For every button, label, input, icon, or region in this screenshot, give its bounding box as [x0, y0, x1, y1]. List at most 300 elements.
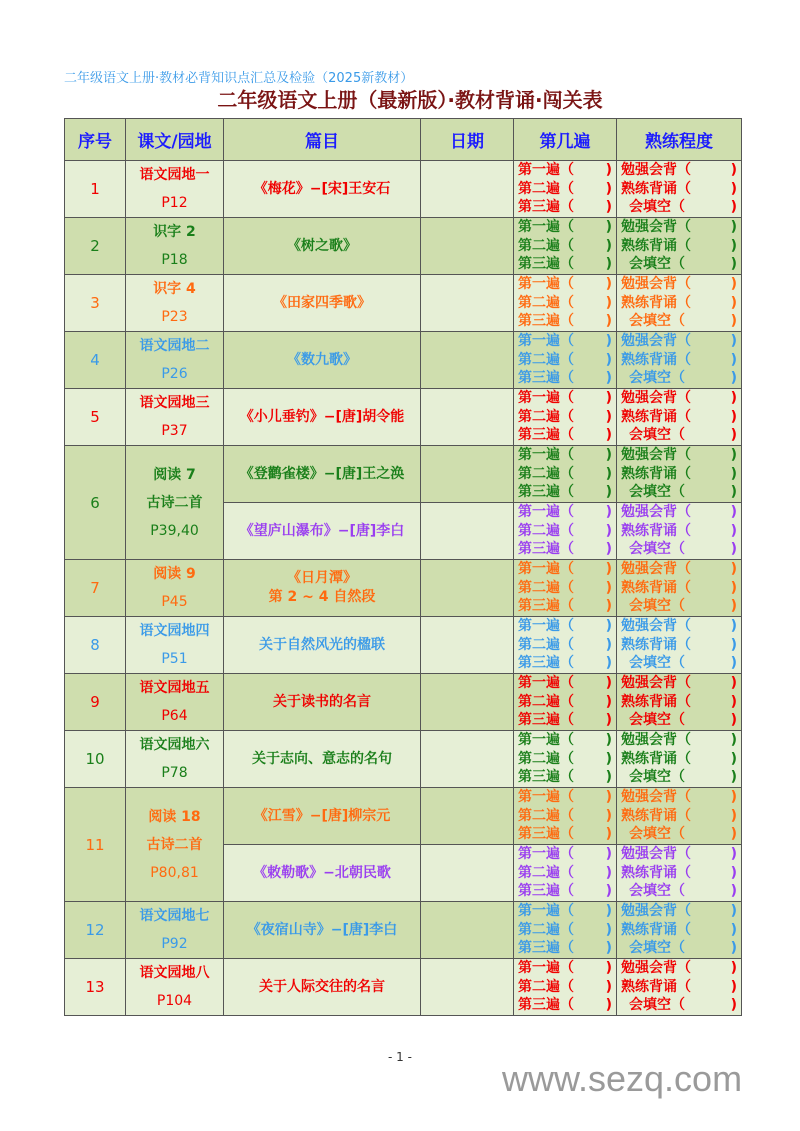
pass-check-label: 第二遍（ [518, 921, 574, 938]
close-paren: ) [730, 484, 737, 501]
level-check [621, 959, 737, 978]
pass-check [518, 750, 612, 769]
pass-check [518, 731, 612, 750]
close-paren: ) [730, 294, 737, 311]
level-check [621, 255, 737, 274]
level-check [621, 788, 737, 807]
lesson-line: P18 [161, 252, 188, 268]
close-paren: ) [605, 219, 612, 236]
level-check [621, 161, 737, 180]
lesson-cell [126, 218, 224, 275]
level-check [621, 483, 737, 502]
level-check-label: 会填空（ [629, 598, 685, 615]
close-paren: ) [605, 940, 612, 957]
pass-check-label: 第二遍（ [518, 636, 574, 653]
close-paren: ) [605, 447, 612, 464]
level-check [621, 446, 737, 465]
pass-check [518, 674, 612, 693]
piece-title-cell [224, 674, 421, 731]
pass-check-cell[interactable] [514, 560, 617, 617]
level-check [621, 198, 737, 217]
level-check-cell[interactable] [617, 788, 742, 845]
pass-check [518, 902, 612, 921]
level-check-label: 熟练背诵（ [621, 750, 691, 767]
pass-check-label: 第二遍（ [518, 237, 574, 254]
pass-check-label: 第三遍（ [518, 769, 574, 786]
pass-check-label: 第三遍（ [518, 484, 574, 501]
level-check-label: 会填空（ [629, 484, 685, 501]
header-date: 日期 [421, 119, 514, 161]
lesson-line: 古诗二首 [146, 494, 203, 511]
lesson-cell [126, 332, 224, 389]
header-pass: 第几遍 [514, 119, 617, 161]
pass-check-label: 第二遍（ [518, 807, 574, 824]
level-check-label: 勉强会背（ [621, 732, 691, 749]
row-number: 7 [65, 560, 126, 617]
pass-check [518, 978, 612, 997]
lesson-line: P78 [161, 765, 188, 781]
level-check-cell[interactable] [617, 446, 742, 503]
level-check-label: 勉强会背（ [621, 333, 691, 350]
close-paren: ) [605, 370, 612, 387]
level-check-label: 勉强会背（ [621, 390, 691, 407]
pass-check-label: 第二遍（ [518, 522, 574, 539]
close-paren: ) [605, 903, 612, 920]
piece-title: 《树之歌》 [287, 237, 357, 254]
pass-check-cell[interactable] [514, 731, 617, 788]
pass-check-label: 第二遍（ [518, 750, 574, 767]
level-check [621, 617, 737, 636]
close-paren: ) [605, 693, 612, 710]
close-paren: ) [605, 636, 612, 653]
table-row [65, 617, 742, 674]
date-cell[interactable] [421, 560, 514, 617]
level-check-label: 熟练背诵（ [621, 579, 691, 596]
level-check-label: 会填空（ [629, 712, 685, 729]
recitation-table [64, 118, 742, 1016]
piece-title-cell [224, 902, 421, 959]
piece-title: 《梅花》−[宋]王安石 [253, 180, 391, 197]
close-paren: ) [605, 294, 612, 311]
level-check-cell[interactable] [617, 674, 742, 731]
lesson-line: P37 [161, 423, 188, 439]
close-paren: ) [730, 960, 737, 977]
row-number: 1 [65, 161, 126, 218]
close-paren: ) [605, 504, 612, 521]
pass-check [518, 522, 612, 541]
close-paren: ) [730, 351, 737, 368]
lesson-cell [126, 446, 224, 560]
level-check [621, 845, 737, 864]
pass-check-label: 第二遍（ [518, 180, 574, 197]
pass-check [518, 921, 612, 940]
close-paren: ) [730, 769, 737, 786]
pass-check [518, 351, 612, 370]
level-check [621, 503, 737, 522]
close-paren: ) [730, 256, 737, 273]
close-paren: ) [605, 351, 612, 368]
close-paren: ) [605, 541, 612, 558]
level-check-label: 勉强会背（ [621, 219, 691, 236]
header-no: 序号 [65, 119, 126, 161]
level-check-label: 会填空（ [629, 769, 685, 786]
level-check [621, 312, 737, 331]
piece-title: 关于志向、意志的名句 [252, 750, 392, 767]
level-check [621, 275, 737, 294]
lesson-cell [126, 902, 224, 959]
close-paren: ) [730, 997, 737, 1014]
date-cell[interactable] [421, 959, 514, 1016]
level-check-label: 熟练背诵（ [621, 636, 691, 653]
pass-check-cell[interactable] [514, 902, 617, 959]
close-paren: ) [730, 447, 737, 464]
level-check [621, 768, 737, 787]
pass-check [518, 408, 612, 427]
level-check-cell[interactable] [617, 617, 742, 674]
pass-check [518, 788, 612, 807]
piece-title: 《江雪》−[唐]柳宗元 [253, 807, 391, 824]
pass-check-label: 第三遍（ [518, 541, 574, 558]
level-check-label: 熟练背诵（ [621, 465, 691, 482]
level-check [621, 579, 737, 598]
level-check-cell[interactable] [617, 275, 742, 332]
level-check-label: 熟练背诵（ [621, 864, 691, 881]
watermark: www.sezq.com [502, 1058, 743, 1099]
date-cell[interactable] [421, 389, 514, 446]
close-paren: ) [605, 789, 612, 806]
pass-check-label: 第一遍（ [518, 390, 574, 407]
pass-check-label: 第一遍（ [518, 675, 574, 692]
close-paren: ) [605, 655, 612, 672]
level-check [621, 180, 737, 199]
close-paren: ) [730, 199, 737, 216]
lesson-cell [126, 389, 224, 446]
row-number: 10 [65, 731, 126, 788]
row-number: 8 [65, 617, 126, 674]
pass-check-cell[interactable] [514, 674, 617, 731]
pass-check [518, 996, 612, 1015]
pass-check-label: 第一遍（ [518, 960, 574, 977]
level-check [621, 902, 737, 921]
date-cell[interactable] [421, 161, 514, 218]
lesson-line: P45 [161, 594, 188, 610]
close-paren: ) [730, 333, 737, 350]
pass-check-label: 第二遍（ [518, 693, 574, 710]
lesson-line: P104 [156, 993, 193, 1009]
pass-check-label: 第三遍（ [518, 883, 574, 900]
level-check-cell[interactable] [617, 731, 742, 788]
lesson-line: 识字 2 [153, 224, 196, 240]
level-check-label: 勉强会背（ [621, 162, 691, 179]
level-check-label: 会填空（ [629, 199, 685, 216]
close-paren: ) [730, 618, 737, 635]
close-paren: ) [730, 655, 737, 672]
close-paren: ) [605, 750, 612, 767]
level-check-cell[interactable] [617, 959, 742, 1016]
page-title: 二年级语文上册（最新版）·教材背诵·闯关表 [217, 88, 603, 112]
level-check-label: 熟练背诵（ [621, 921, 691, 938]
lesson-line: P80,81 [150, 864, 199, 881]
level-check-label: 勉强会背（ [621, 504, 691, 521]
level-check-label: 熟练背诵（ [621, 408, 691, 425]
level-check-label: 熟练背诵（ [621, 351, 691, 368]
piece-title: 《日月潭》 [287, 570, 357, 586]
level-check [621, 332, 737, 351]
close-paren: ) [730, 522, 737, 539]
level-check [621, 825, 737, 844]
level-check-cell[interactable] [617, 161, 742, 218]
pass-check [518, 218, 612, 237]
row-number: 11 [65, 788, 126, 902]
level-check-cell[interactable] [617, 332, 742, 389]
pass-check [518, 255, 612, 274]
level-check [621, 978, 737, 997]
row-number: 6 [65, 446, 126, 560]
pass-check [518, 426, 612, 445]
close-paren: ) [730, 162, 737, 179]
close-paren: ) [605, 732, 612, 749]
pass-check-label: 第三遍（ [518, 256, 574, 273]
pass-check-label: 第二遍（ [518, 408, 574, 425]
pass-check-cell[interactable] [514, 617, 617, 674]
pass-check-cell[interactable] [514, 275, 617, 332]
level-check [621, 693, 737, 712]
lesson-line: 语文园地八 [139, 965, 210, 981]
table-row [65, 959, 742, 1016]
level-check [621, 636, 737, 655]
level-check-label: 勉强会背（ [621, 903, 691, 920]
pass-check [518, 332, 612, 351]
close-paren: ) [605, 561, 612, 578]
pass-check-cell[interactable] [514, 446, 617, 503]
level-check-label: 会填空（ [629, 655, 685, 672]
pass-check-label: 第一遍（ [518, 447, 574, 464]
level-check [621, 389, 737, 408]
pass-check [518, 939, 612, 958]
level-check-cell[interactable] [617, 902, 742, 959]
close-paren: ) [730, 940, 737, 957]
close-paren: ) [605, 618, 612, 635]
piece-title: 《夜宿山寺》−[唐]李白 [246, 921, 398, 938]
pass-check [518, 654, 612, 673]
close-paren: ) [605, 313, 612, 330]
close-paren: ) [605, 960, 612, 977]
close-paren: ) [605, 883, 612, 900]
pass-check-label: 第一遍（ [518, 846, 574, 863]
level-check [621, 369, 737, 388]
close-paren: ) [605, 712, 612, 729]
piece-title-cell [224, 275, 421, 332]
level-check-label: 熟练背诵（ [621, 807, 691, 824]
date-cell[interactable] [421, 902, 514, 959]
level-check-label: 会填空（ [629, 826, 685, 843]
lesson-cell [126, 617, 224, 674]
table-header [65, 119, 742, 161]
pass-check-cell[interactable] [514, 389, 617, 446]
close-paren: ) [605, 333, 612, 350]
date-cell[interactable] [421, 218, 514, 275]
close-paren: ) [605, 579, 612, 596]
lesson-line: P64 [161, 708, 188, 724]
close-paren: ) [730, 807, 737, 824]
pass-check-label: 第三遍（ [518, 655, 574, 672]
date-cell[interactable] [421, 332, 514, 389]
level-check-label: 会填空（ [629, 256, 685, 273]
piece-title-cell [224, 332, 421, 389]
piece-title-cell [224, 560, 421, 617]
pass-check [518, 503, 612, 522]
pass-check-cell[interactable] [514, 161, 617, 218]
pass-check-label: 第一遍（ [518, 504, 574, 521]
pass-check-label: 第三遍（ [518, 313, 574, 330]
pass-check-label: 第一遍（ [518, 732, 574, 749]
piece-title-cell [224, 161, 421, 218]
pass-check-label: 第一遍（ [518, 561, 574, 578]
lesson-cell [126, 275, 224, 332]
level-check-label: 熟练背诵（ [621, 522, 691, 539]
date-cell[interactable] [421, 446, 514, 503]
level-check-cell[interactable] [617, 560, 742, 617]
level-check-cell[interactable] [617, 218, 742, 275]
level-check [621, 408, 737, 427]
level-check [621, 540, 737, 559]
pass-check [518, 483, 612, 502]
pass-check [518, 180, 612, 199]
level-check-label: 勉强会背（ [621, 276, 691, 293]
level-check-label: 会填空（ [629, 940, 685, 957]
level-check-label: 勉强会背（ [621, 675, 691, 692]
pass-check [518, 864, 612, 883]
pass-check [518, 711, 612, 730]
level-check [621, 237, 737, 256]
date-cell[interactable] [421, 731, 514, 788]
piece-title: 《小儿垂钓》−[唐]胡令能 [239, 408, 405, 425]
date-cell[interactable] [421, 788, 514, 845]
pass-check-label: 第一遍（ [518, 276, 574, 293]
lesson-line: P51 [161, 651, 188, 667]
close-paren: ) [730, 427, 737, 444]
table-row [65, 731, 742, 788]
level-check [621, 864, 737, 883]
pass-check-cell[interactable] [514, 218, 617, 275]
close-paren: ) [730, 636, 737, 653]
level-check-label: 勉强会背（ [621, 447, 691, 464]
lesson-line: 阅读 7 [153, 466, 196, 483]
pass-check-label: 第一遍（ [518, 618, 574, 635]
pass-check-label: 第二遍（ [518, 294, 574, 311]
row-number: 4 [65, 332, 126, 389]
lesson-cell [126, 161, 224, 218]
date-cell[interactable] [421, 845, 514, 902]
pass-check [518, 636, 612, 655]
level-check [621, 807, 737, 826]
close-paren: ) [730, 693, 737, 710]
pass-check [518, 597, 612, 616]
header-lesson: 课文/园地 [126, 119, 224, 161]
row-number: 12 [65, 902, 126, 959]
level-check-label: 会填空（ [629, 427, 685, 444]
pass-check [518, 768, 612, 787]
pass-check [518, 959, 612, 978]
close-paren: ) [730, 712, 737, 729]
header-level: 熟练程度 [617, 119, 742, 161]
piece-title: 《敕勒歌》−北朝民歌 [253, 864, 391, 881]
level-check-cell[interactable] [617, 503, 742, 560]
level-check [621, 939, 737, 958]
piece-title-cell [224, 845, 421, 902]
close-paren: ) [605, 484, 612, 501]
close-paren: ) [730, 180, 737, 197]
piece-title: 关于自然风光的楹联 [259, 636, 385, 653]
date-cell[interactable] [421, 617, 514, 674]
pass-check-cell[interactable] [514, 959, 617, 1016]
pass-check-label: 第一遍（ [518, 333, 574, 350]
pass-check [518, 693, 612, 712]
pass-check-cell[interactable] [514, 332, 617, 389]
level-check-label: 会填空（ [629, 997, 685, 1014]
lesson-line: 阅读 18 [148, 808, 201, 825]
pass-check-cell[interactable] [514, 503, 617, 560]
lesson-cell [126, 560, 224, 617]
close-paren: ) [730, 883, 737, 900]
level-check [621, 882, 737, 901]
level-check-label: 熟练背诵（ [621, 294, 691, 311]
level-check-cell[interactable] [617, 845, 742, 902]
table-row [65, 446, 742, 503]
pass-check [518, 617, 612, 636]
close-paren: ) [730, 750, 737, 767]
level-check [621, 560, 737, 579]
piece-title-cell [224, 788, 421, 845]
level-check-label: 熟练背诵（ [621, 693, 691, 710]
piece-title-cell [224, 617, 421, 674]
piece-title-cell [224, 446, 421, 503]
lesson-line: P92 [161, 936, 188, 952]
close-paren: ) [730, 390, 737, 407]
page-number: - 1 - [388, 1050, 412, 1064]
level-check [621, 294, 737, 313]
pass-check [518, 465, 612, 484]
level-check [621, 750, 737, 769]
level-check-cell[interactable] [617, 389, 742, 446]
pass-check-label: 第一遍（ [518, 903, 574, 920]
pass-check-cell[interactable] [514, 845, 617, 902]
close-paren: ) [730, 237, 737, 254]
lesson-line: P12 [161, 195, 188, 211]
close-paren: ) [605, 427, 612, 444]
level-check-label: 勉强会背（ [621, 789, 691, 806]
pass-check-label: 第二遍（ [518, 579, 574, 596]
close-paren: ) [605, 256, 612, 273]
date-cell[interactable] [421, 674, 514, 731]
close-paren: ) [730, 219, 737, 236]
close-paren: ) [730, 561, 737, 578]
close-paren: ) [605, 921, 612, 938]
close-paren: ) [730, 846, 737, 863]
date-cell[interactable] [421, 275, 514, 332]
table-row [65, 674, 742, 731]
date-cell[interactable] [421, 503, 514, 560]
level-check [621, 654, 737, 673]
pass-check-cell[interactable] [514, 788, 617, 845]
level-check-label: 会填空（ [629, 883, 685, 900]
table-row [65, 389, 742, 446]
close-paren: ) [730, 675, 737, 692]
level-check [621, 597, 737, 616]
lesson-line: 阅读 9 [153, 566, 196, 582]
row-number: 5 [65, 389, 126, 446]
close-paren: ) [605, 180, 612, 197]
